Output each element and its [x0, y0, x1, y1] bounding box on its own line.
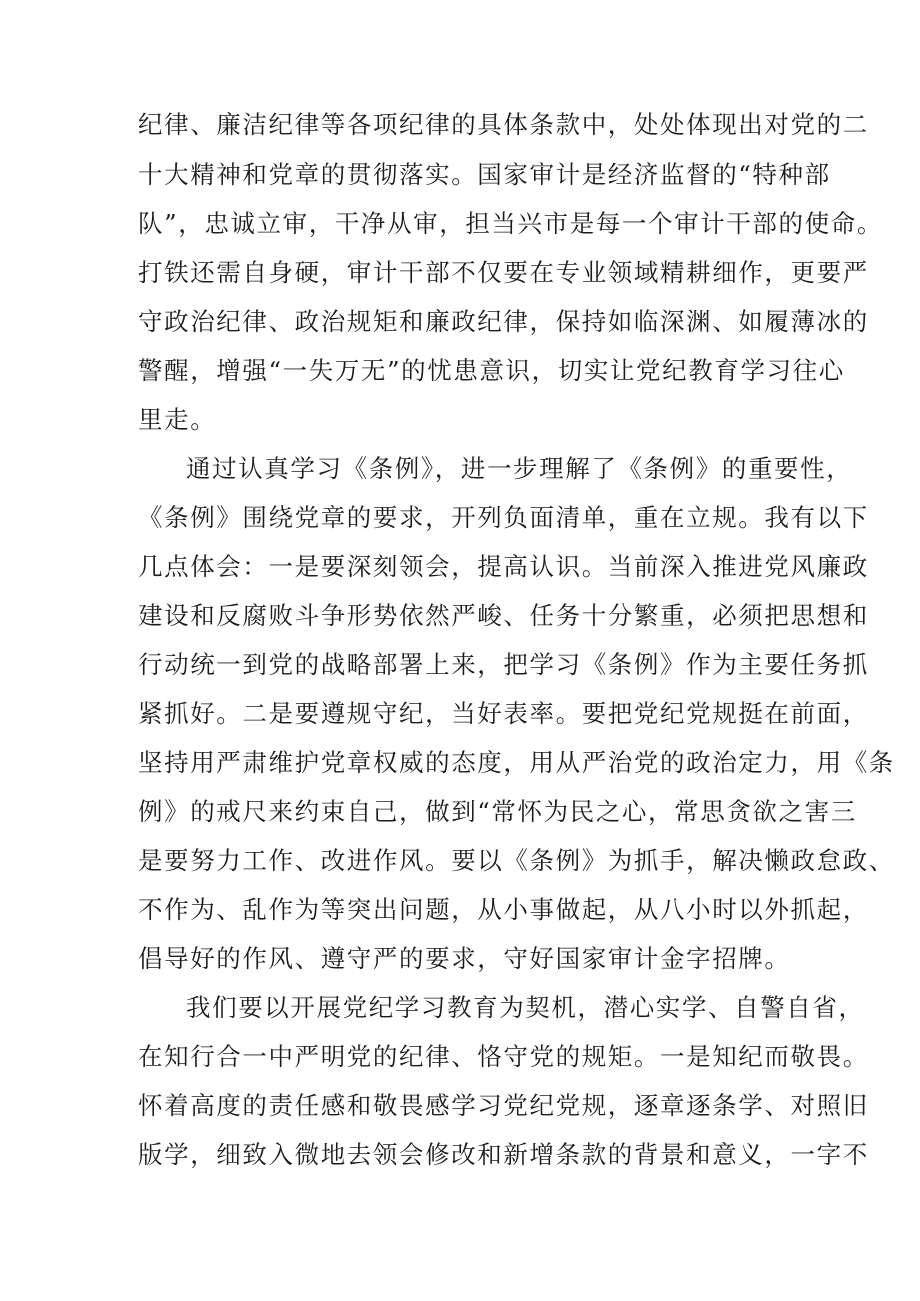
text-line: 在知行合一中严明党的纪律、恪守党的规矩。一是知纪而敬畏。	[138, 1042, 869, 1071]
paragraph-start-line: 我们要以开展党纪学习教育为契机，潜心实学、自警自省，	[186, 993, 865, 1022]
text-line: 警醒，增强“一失万无”的忧患意识，切实让党纪教育学习往心	[138, 356, 845, 385]
text-line: 打铁还需自身硬，审计干部不仅要在专业领域精耕细作，更要严	[138, 258, 869, 287]
text-line: 倡导好的作风、遵守严的要求，守好国家审计金字招牌。	[138, 944, 791, 973]
text-line: 例》的戒尺来约束自己，做到“常怀为民之心，常思贪欲之害三	[138, 797, 857, 826]
text-line: 纪律、廉洁纪律等各项纪律的具体条款中，处处体现出对党的二	[138, 110, 869, 139]
text-line: 版学，细致入微地去领会修改和新增条款的背景和意义，一字不	[138, 1140, 869, 1169]
text-line: 队”，忠诚立审，干净从审，担当兴市是每一个审计干部的使命。	[138, 209, 883, 238]
text-line: 《条例》围绕党章的要求，开列负面清单，重在立规。我有以下	[138, 503, 869, 532]
text-line: 十大精神和党章的贯彻落实。国家审计是经济监督的“特种部	[138, 160, 831, 189]
text-line: 怀着高度的责任感和敬畏感学习党纪党规，逐章逐条学、对照旧	[138, 1091, 869, 1120]
text-line: 是要努力工作、改进作风。要以《条例》为抓手，解决懒政怠政、	[138, 846, 895, 875]
text-line: 几点体会：一是要深刻领会，提高认识。当前深入推进党风廉政	[138, 552, 869, 581]
text-line: 行动统一到党的战略部署上来，把学习《条例》作为主要任务抓	[138, 650, 869, 679]
text-line: 不作为、乱作为等突出问题，从小事做起，从八小时以外抓起，	[138, 895, 869, 924]
text-line: 建设和反腐败斗争形势依然严峻、任务十分繁重，必须把思想和	[138, 601, 869, 630]
paragraph-start-line: 通过认真学习《条例》，进一步理解了《条例》的重要性，	[186, 454, 853, 483]
text-line: 里走。	[138, 405, 217, 434]
text-line: 紧抓好。二是要遵规守纪，当好表率。要把党纪党规挺在前面，	[138, 699, 869, 728]
text-line: 守政治纪律、政治规矩和廉政纪律，保持如临深渊、如履薄冰的	[138, 307, 869, 336]
text-line: 坚持用严肃维护党章权威的态度，用从严治党的政治定力，用《条	[138, 748, 895, 777]
